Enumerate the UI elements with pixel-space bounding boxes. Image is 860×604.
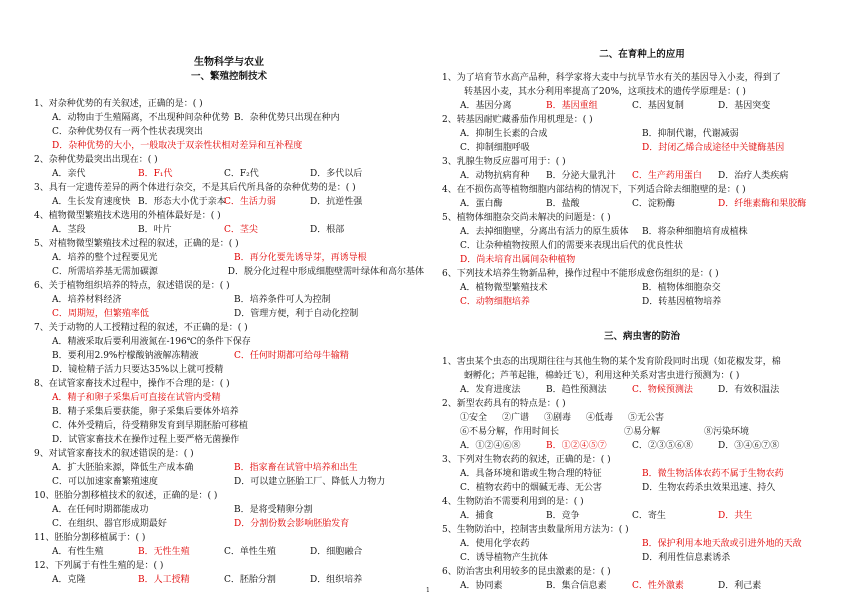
option: D．生物农药杀虫效果迅速、持久 xyxy=(642,483,776,493)
question-stem: 6、关于植物组织培养的特点，叙述错误的是：( ) xyxy=(34,281,230,291)
option: D．试管家畜技术在操作过程上要严格无菌操作 xyxy=(52,435,240,445)
option: B．植物体细胞杂交 xyxy=(642,283,721,293)
answer-option: C．茎尖 xyxy=(224,225,258,235)
option-row xyxy=(442,295,842,309)
option: D．利用性信息素诱杀 xyxy=(642,553,731,563)
question-item xyxy=(34,237,424,279)
answer-option: B．F₁代 xyxy=(138,169,173,179)
option-row xyxy=(34,349,424,363)
option-row xyxy=(34,461,424,475)
option-row xyxy=(442,551,842,565)
option-row xyxy=(34,167,424,181)
option: C．单性生殖 xyxy=(224,547,276,557)
option: C．F₂代 xyxy=(224,169,259,179)
option-row xyxy=(34,139,424,153)
question-stem: 11、胚胎分割移植属于：( ) xyxy=(34,533,146,543)
option: D．镜检精子活力只要达35%以上就可授精 xyxy=(52,365,224,375)
question-item xyxy=(34,531,424,559)
answer-option: C．任何时期都可给母牛输精 xyxy=(234,351,349,361)
option-row xyxy=(442,169,842,183)
question-item xyxy=(34,321,424,377)
question-item xyxy=(442,565,842,593)
question-stem: 5、生物防治中，控制害虫数量所用方法为：( ) xyxy=(442,525,629,535)
question-stem: 2、新型农药具有的特点是：( ) xyxy=(442,399,566,409)
option: C．让杂种植物按照人们的需要来表现出后代的优良性状 xyxy=(460,241,683,251)
option-row xyxy=(442,481,842,495)
option-row xyxy=(442,127,842,141)
question-item xyxy=(442,155,842,183)
option: A．具备环境和谐或生物合理的特征 xyxy=(460,469,602,479)
option: C．在组织、器官形成期最好 xyxy=(52,519,167,529)
option: D．细胞融合 xyxy=(310,547,363,557)
option: A．使用化学农药 xyxy=(460,539,530,549)
question-stem: 4、植物微型繁殖技术选用的外植体最好是：( ) xyxy=(34,211,221,221)
option: D．基因突变 xyxy=(718,101,771,111)
option: ⑥不易分解，作用时间长 xyxy=(460,427,560,437)
answer-option: B．无性生殖 xyxy=(138,547,190,557)
option-row xyxy=(442,439,842,453)
question-stem: 8、在试管家畜技术过程中，操作不合理的是：( ) xyxy=(34,379,230,389)
option-row xyxy=(34,503,424,517)
option: A．精液采取后要利用液氮在-196℃的条件下保存 xyxy=(52,337,251,347)
option-row xyxy=(34,307,424,321)
option-row xyxy=(34,545,424,559)
answer-option: B．基因重组 xyxy=(546,101,598,111)
question-item xyxy=(442,211,842,267)
question-stem: 9、对试管家畜技术的叙述错误的是：( ) xyxy=(34,449,194,459)
option: B．精子采集后要获能，卵子采集后要体外培养 xyxy=(52,407,239,417)
option: D．利己素 xyxy=(718,581,762,591)
option-row xyxy=(442,467,842,481)
question-stem: 3、乳腺生物反应器可用于：( ) xyxy=(442,157,566,167)
answer-option: C．物候预测法 xyxy=(632,385,693,395)
option: B．要利用2.9%柠檬酸钠液解冻精液 xyxy=(52,351,199,361)
answer-option: B．再分化要先诱导芽，再诱导根 xyxy=(234,253,367,263)
option: D．管理方便，利于自动化控制 xyxy=(234,309,359,319)
option-row xyxy=(34,223,424,237)
option: A．亲代 xyxy=(52,169,86,179)
option-row xyxy=(442,425,842,439)
question-stem-continued: 蚜孵化；芦苇起锥，棉蛉迁飞），利用这种关系对害虫进行预测为：( ) xyxy=(464,371,740,381)
option: B．抑制代谢，代谢减弱 xyxy=(642,129,739,139)
option: C．植物农药中的烟碱无毒、无公害 xyxy=(460,483,602,493)
question-item xyxy=(442,71,842,113)
question-stem: 2、转基因耐贮藏番茄作用机理是：( ) xyxy=(442,115,593,125)
option: D．根部 xyxy=(310,225,345,235)
answer-option: A．精子和卵子采集后可直接在试管内受精 xyxy=(52,393,221,403)
answer-option: B．微生物活体农药不属于生物农药 xyxy=(642,469,784,479)
option: ②广谱 xyxy=(502,413,530,423)
answer-option: D．尚未培育出属间杂种植物 xyxy=(460,255,576,265)
option: A．克隆 xyxy=(52,575,86,585)
question-item xyxy=(442,267,842,309)
option: D．脱分化过程中形成细胞壁需叶绿体和高尔基体 xyxy=(227,267,424,277)
option: D．抗逆性强 xyxy=(310,197,363,207)
option-row xyxy=(34,111,424,125)
option-row xyxy=(442,537,842,551)
option: C．杂种优势仅有一两个性状表现突出 xyxy=(52,127,203,137)
option-row xyxy=(442,281,842,295)
option: B．竞争 xyxy=(546,511,580,521)
question-item xyxy=(442,113,842,155)
question-item xyxy=(34,489,424,531)
answer-option: C．生活力弱 xyxy=(224,197,276,207)
answer-option: C．性外激素 xyxy=(632,581,684,591)
option: A．在任何时期都能成功 xyxy=(52,505,149,515)
option: A．茎段 xyxy=(52,225,86,235)
option-row xyxy=(34,251,424,265)
option-row xyxy=(34,405,424,419)
section-title: 三、病虫害的防治 xyxy=(603,331,680,342)
option-row xyxy=(442,141,842,155)
option: A．动物抗病育种 xyxy=(460,171,530,181)
option: D．转基因植物培养 xyxy=(642,297,722,307)
document-title: 生物科学与农业 xyxy=(194,57,264,68)
option: D．③④⑥⑦⑧ xyxy=(718,441,780,451)
option-row xyxy=(442,509,842,523)
option: ⑧污染环境 xyxy=(704,427,750,437)
option-row xyxy=(34,419,424,433)
option: A．培养材料经济 xyxy=(52,295,122,305)
question-item xyxy=(442,183,842,211)
question-stem: 3、具有一定遗传差异的两个体进行杂交，不是其后代所具备的杂种优势的是：( ) xyxy=(34,183,356,193)
option: C．基因复制 xyxy=(632,101,684,111)
option-row xyxy=(34,433,424,447)
answer-option: D．分割份数会影响胚胎发育 xyxy=(234,519,350,529)
question-stem: 1、对杂种优势的有关叙述，正确的是：( ) xyxy=(34,99,203,109)
option-row xyxy=(442,239,842,253)
option: B．盐酸 xyxy=(546,199,580,209)
question-stem: 6、下列技术培养生物新品种，操作过程中不能形成愈伤组织的是：( ) xyxy=(442,269,719,279)
option: ⑤无公害 xyxy=(628,413,665,423)
option: B．趋性预测法 xyxy=(546,385,607,395)
question-stem: 1、为了培育节水高产品种，科学家将大麦中与抗旱节水有关的基因导入小麦，得到了 xyxy=(442,73,781,83)
option: C．所需培养基无需加碳源 xyxy=(52,267,158,277)
option-row xyxy=(34,573,424,587)
option: A．植物微型繁殖技术 xyxy=(460,283,548,293)
option: A．扩大胚胎来源，降低生产成本确 xyxy=(52,463,194,473)
question-item xyxy=(34,97,424,153)
answer-option: B．指家畜在试管中培养和出生 xyxy=(234,463,358,473)
question-stem: 2、杂种优势最突出出现在：( ) xyxy=(34,155,158,165)
option-row xyxy=(442,253,842,267)
option: D．治疗人类疾病 xyxy=(718,171,789,181)
option-row xyxy=(442,579,842,593)
option-row xyxy=(34,293,424,307)
option: D．组织培养 xyxy=(310,575,363,585)
question-item xyxy=(34,559,424,587)
option: D．有效积温法 xyxy=(718,385,780,395)
question-item xyxy=(442,523,842,565)
option-row xyxy=(34,391,424,405)
option: ③剧毒 xyxy=(544,413,572,423)
question-item xyxy=(34,279,424,321)
option-row xyxy=(34,195,424,209)
option: A．培养的整个过程要见光 xyxy=(52,253,158,263)
option-row xyxy=(34,125,424,139)
question-stem: 4、在不损伤高等植物细胞内部结构的情况下，下列适合除去细胞壁的是：( ) xyxy=(442,185,746,195)
option: B．形态大小优于亲本 xyxy=(138,197,226,207)
question-stem: 1、害虫某个虫态的出现期往往与其他生物的某个发育阶段同时出现（如花椒发芽，棉 xyxy=(442,357,781,367)
answer-option: B．人工授精 xyxy=(138,575,190,585)
option: A．生长发育速度快 xyxy=(52,197,131,207)
option: B．是将受精卵分割 xyxy=(234,505,313,515)
question-stem: 7、关于动物的人工授精过程的叙述，不正确的是：( ) xyxy=(34,323,248,333)
option: D．可以建立胚胎工厂、降低人力物力 xyxy=(234,477,386,487)
question-item xyxy=(34,153,424,181)
option: C．胚胎分割 xyxy=(224,575,276,585)
answer-option: B．①②④⑤⑦ xyxy=(546,441,607,451)
option: B．将杂种细胞培育成植株 xyxy=(642,227,748,237)
answer-option: D．杂种优势的大小，一般取决于双亲性状相对差异和互补程度 xyxy=(52,141,303,151)
question-stem: 4、生物防治不需要利用到的是：( ) xyxy=(442,497,584,507)
option: B．集合信息素 xyxy=(546,581,607,591)
option-row xyxy=(442,225,842,239)
question-item xyxy=(442,453,842,495)
option-row xyxy=(442,411,842,425)
option: C．可以加速家畜繁殖速度 xyxy=(52,477,158,487)
option: B．分泌大量乳汁 xyxy=(546,171,616,181)
option: ④低毒 xyxy=(586,413,614,423)
option-row xyxy=(442,197,842,211)
option: A．①②④⑥⑧ xyxy=(460,441,521,451)
option: ⑦易分解 xyxy=(624,427,661,437)
option: A．动物由于生殖隔离，不出现种间杂种优势 xyxy=(52,113,230,123)
option: B．叶片 xyxy=(138,225,172,235)
option-row xyxy=(34,265,424,279)
question-item xyxy=(442,355,842,397)
section-title: 二、在育种上的应用 xyxy=(599,49,685,60)
option-row xyxy=(442,383,842,397)
answer-option: D．封闭乙烯合成途径中关键酶基因 xyxy=(642,143,785,153)
option: C．寄生 xyxy=(632,511,666,521)
question-stem: 5、对植物微型繁殖技术过程的叙述，正确的是：( ) xyxy=(34,239,239,249)
answer-option: B．保护利用本地天敌或引进外地的天敌 xyxy=(642,539,802,549)
option: B．培养条件可人为控制 xyxy=(234,295,331,305)
page-number: 1 xyxy=(426,587,430,594)
question-item xyxy=(442,397,842,453)
option-row xyxy=(34,475,424,489)
question-item xyxy=(442,495,842,523)
option: C．淀粉酶 xyxy=(632,199,675,209)
question-stem: 3、下列对生物农药的叙述，正确的是：( ) xyxy=(442,455,611,465)
question-stem: 5、植物体细胞杂交尚未解决的问题是：( ) xyxy=(442,213,611,223)
question-stem-continued: 转基因小麦，其水分利用率提高了20%，这项技术的遗传学原理是：( ) xyxy=(464,87,746,97)
option: C．体外受精后，待受精卵发育到早期胚胎可移植 xyxy=(52,421,248,431)
option: ①安全 xyxy=(460,413,488,423)
option-row xyxy=(442,99,842,113)
option: D．多代以后 xyxy=(310,169,363,179)
option: A．捕食 xyxy=(460,511,494,521)
question-stem: 6、防治害虫利用较多的昆虫激素的是：( ) xyxy=(442,567,611,577)
option: A．有性生殖 xyxy=(52,547,104,557)
option: C．诱导植物产生抗体 xyxy=(460,553,548,563)
answer-option: C．动物细胞培养 xyxy=(460,297,530,307)
answer-option: C．生产药用蛋白 xyxy=(632,171,702,181)
answer-option: C．周期短，但繁殖率低 xyxy=(52,309,149,319)
question-item xyxy=(34,377,424,447)
option-row xyxy=(34,517,424,531)
question-item xyxy=(34,209,424,237)
question-item xyxy=(34,447,424,489)
option-row xyxy=(34,335,424,349)
option: C．②③⑤⑥⑧ xyxy=(632,441,693,451)
option: C．抑制细胞呼吸 xyxy=(460,143,530,153)
answer-option: D．纤维素酶和果胶酶 xyxy=(718,199,807,209)
question-stem: 12、下列属于有性生殖的是：( ) xyxy=(34,561,164,571)
option: A．发育进度法 xyxy=(460,385,521,395)
option: A．抑制生长素的合成 xyxy=(460,129,548,139)
option: B．杂种优势只出现在种内 xyxy=(234,113,340,123)
question-item xyxy=(34,181,424,209)
question-stem: 10、胚胎分割移植技术的叙述，正确的是：( ) xyxy=(34,491,218,501)
option: A．协同素 xyxy=(460,581,503,591)
answer-option: D．共生 xyxy=(718,511,753,521)
option: A．蛋白酶 xyxy=(460,199,503,209)
option: A．去掉细胞壁，分离出有活力的原生质体 xyxy=(460,227,629,237)
section-title: 一、繁殖控制技术 xyxy=(190,71,267,82)
option-row xyxy=(34,363,424,377)
option: A．基因分离 xyxy=(460,101,512,111)
